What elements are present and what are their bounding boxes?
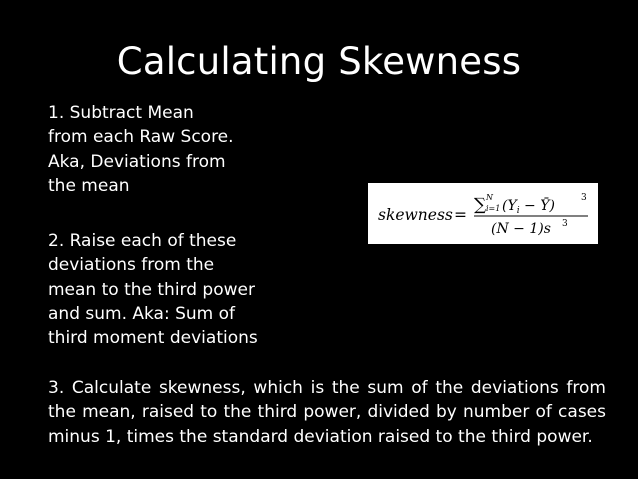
formula-graphic xyxy=(368,183,598,244)
formula-denominator: (N − 1)s xyxy=(491,221,551,237)
formula-open-paren: ( xyxy=(502,198,508,214)
step-2-text xyxy=(48,229,258,350)
formula-equals: = xyxy=(454,206,467,224)
formula-y: Y xyxy=(507,198,517,214)
formula-numerator-exp: 3 xyxy=(581,193,587,203)
formula-close-paren: ) xyxy=(549,198,555,214)
step-2-line: 2. Raise each of these xyxy=(48,231,237,251)
formula-minus: − xyxy=(519,198,541,214)
step-3-text: 3. Calculate skewness, which is the sum of the deviations from the mean, raised to the third power, divided by number of cases minus 1, times the standard deviation raised to the third power. xyxy=(48,378,606,447)
formula-sum-upper: N xyxy=(486,193,493,202)
formula-lhs: skewness xyxy=(378,206,453,224)
step-1-line: Aka, Deviations from xyxy=(48,151,226,172)
step-2-line: and sum. Aka: Sum of xyxy=(48,303,236,324)
formula-numerator xyxy=(502,196,555,216)
formula-sum-symbol: ∑ xyxy=(474,195,487,215)
step-2-line: deviations from the xyxy=(48,255,215,276)
step-1-text xyxy=(48,101,234,198)
step-1-line: the mean xyxy=(48,175,130,196)
skewness-formula xyxy=(368,183,598,244)
formula-ybar: Ȳ xyxy=(540,198,550,214)
formula-denominator-exp: 3 xyxy=(562,219,568,229)
step-1-line: from each Raw Score. xyxy=(48,127,234,148)
formula-sum-lower: i=1 xyxy=(486,204,501,213)
step-1-line: 1. Subtract Mean xyxy=(48,103,194,123)
step-2-line: third moment deviations xyxy=(48,328,258,349)
step-2-line: mean to the third power xyxy=(48,279,255,300)
slide-title: Calculating Skewness xyxy=(116,40,522,83)
formula-i: i xyxy=(516,206,520,216)
